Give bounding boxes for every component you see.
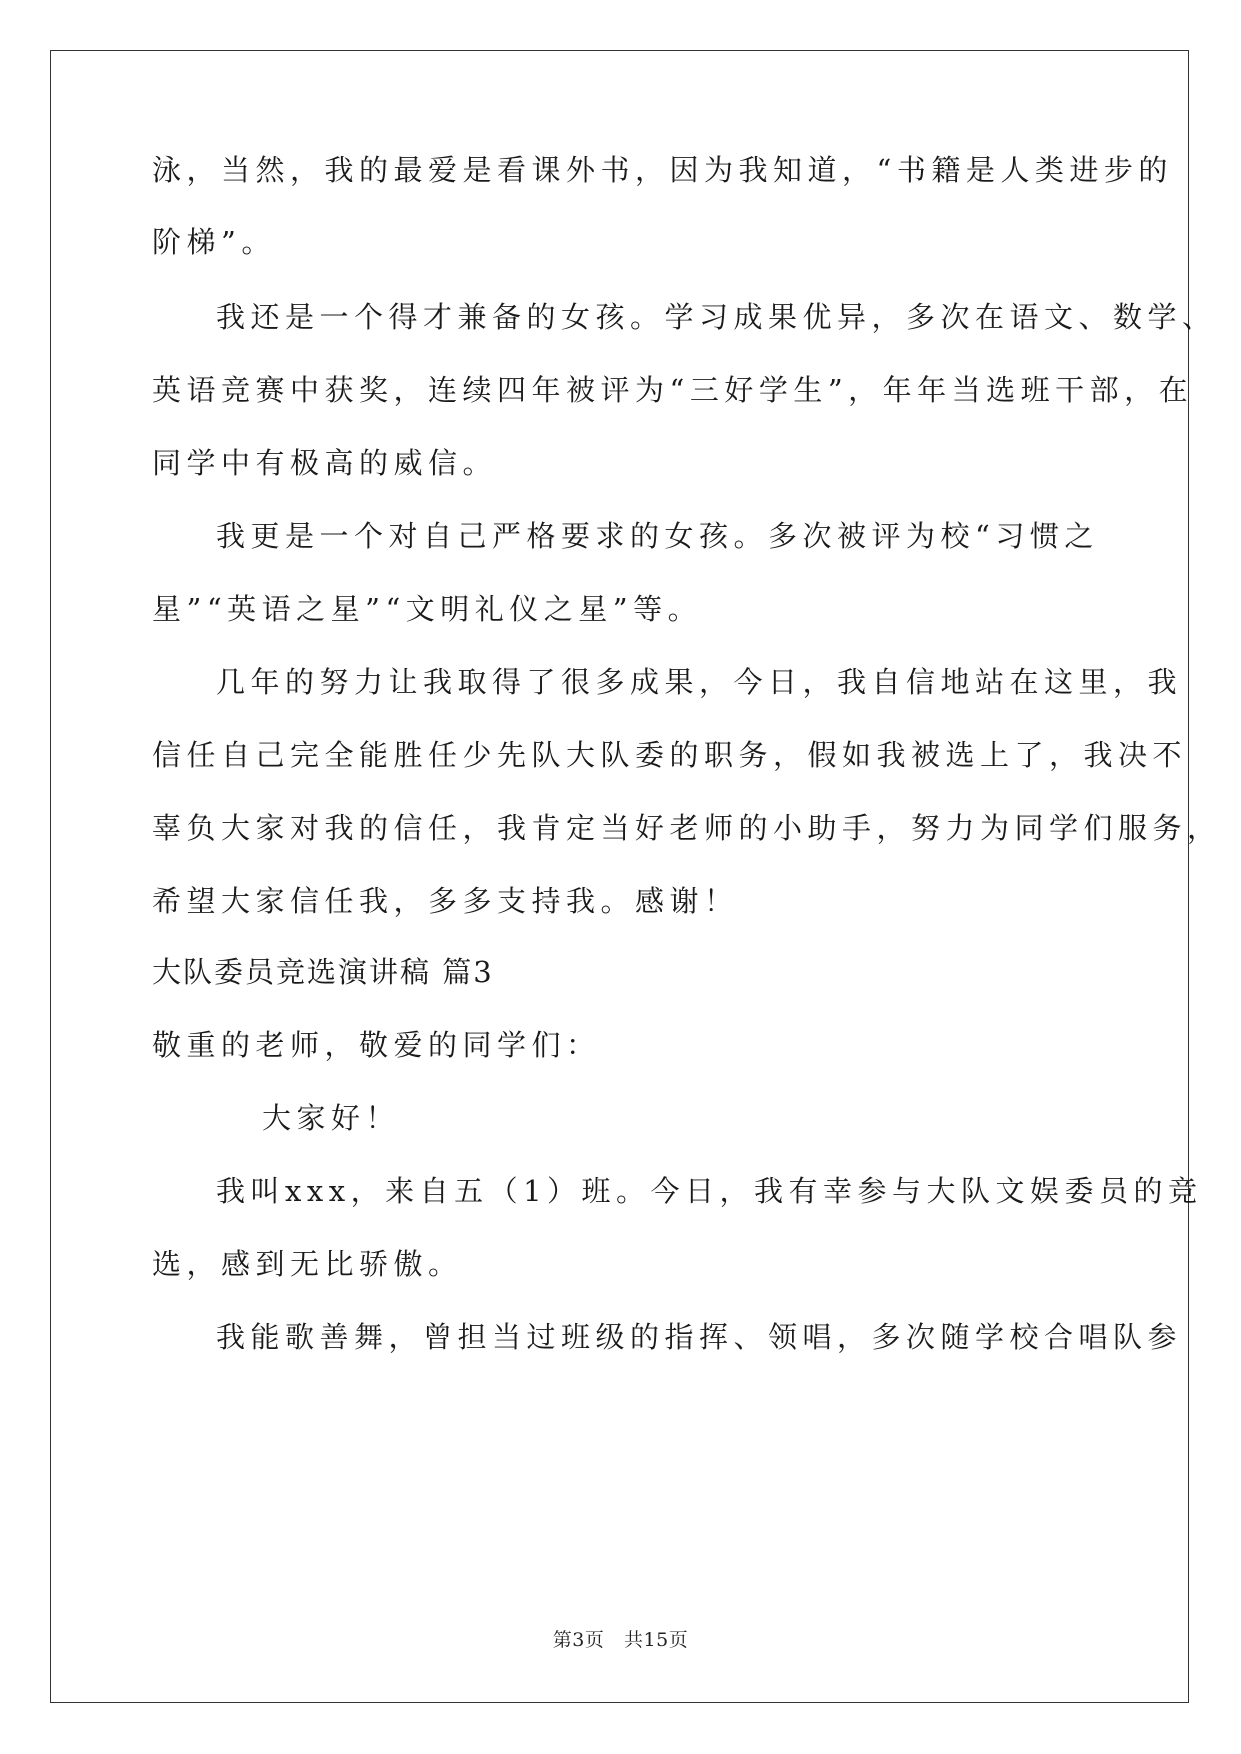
paragraph-start-line: 我叫xxx，来自五（1）班。今日，我有幸参与大队文娱委员的竞: [216, 1174, 1203, 1208]
page-footer: [0, 1628, 1241, 1652]
body-line: 同学中有极高的威信。: [152, 446, 498, 480]
body-line: 星”“英语之星”“文明礼仪之星”等。: [152, 592, 703, 626]
paragraph-start-line: 我能歌善舞，曾担当过班级的指挥、领唱，多次随学校合唱队参: [216, 1320, 1183, 1354]
body-line: 阶梯”。: [152, 225, 276, 259]
body-line: 选，感到无比骄傲。: [152, 1247, 463, 1281]
page-number: 第3页: [552, 1629, 605, 1651]
paragraph-start-line: 我更是一个对自己严格要求的女孩。多次被评为校“习惯之: [216, 519, 1099, 553]
body-line: 英语竞赛中获奖，连续四年被评为“三好学生”，年年当选班干部，在: [152, 373, 1194, 407]
greeting-line: 大家好！: [262, 1101, 401, 1135]
paragraph-start-line: 我还是一个得才兼备的女孩。学习成果优异，多次在语文、数学、: [216, 300, 1217, 334]
paragraph-start-line: 几年的努力让我取得了很多成果，今日，我自信地站在这里，我: [216, 665, 1183, 699]
body-line: 辜负大家对我的信任，我肯定当好老师的小助手，努力为同学们服务，: [152, 811, 1222, 845]
section-heading: 大队委员竞选演讲稿 篇3: [152, 955, 494, 989]
body-line: 信任自己完全能胜任少先队大队委的职务，假如我被选上了，我决不: [152, 738, 1188, 772]
page-total: 共15页: [624, 1629, 689, 1651]
body-line: 泳，当然，我的最爱是看课外书，因为我知道，“书籍是人类进步的: [152, 153, 1173, 187]
salutation-line: 敬重的老师，敬爱的同学们：: [152, 1028, 601, 1062]
body-line: 希望大家信任我，多多支持我。感谢！: [152, 884, 739, 918]
